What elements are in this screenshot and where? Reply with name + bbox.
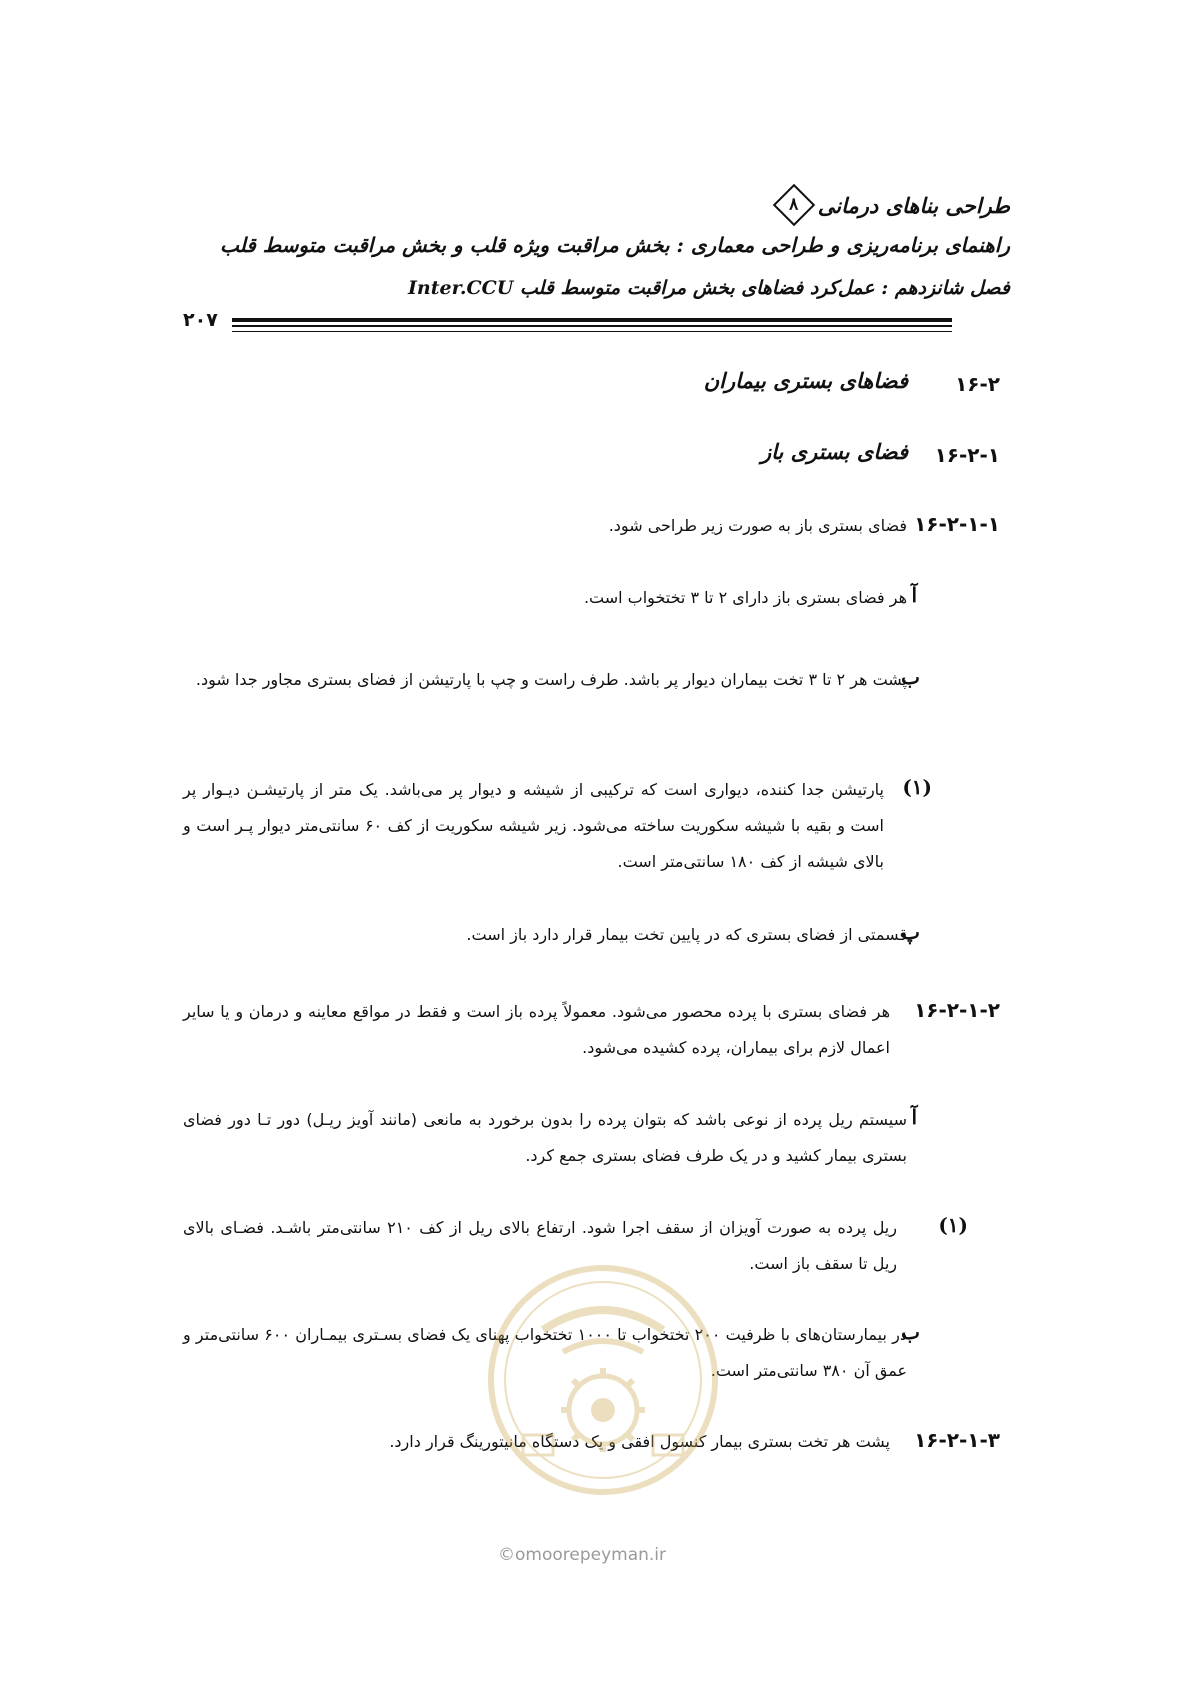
chapter-title: فصل شانزدهم : عمل‌کرد فضاهای بخش مراقبت متوسط قلب Inter.CCU	[408, 277, 1010, 299]
clause-number: ۱۶-۲-۱-۲	[914, 998, 1000, 1022]
clause-text: هر فضای بستری با پرده محصور می‌شود. معمولاً پرده باز است و فقط در مواقع معاینه و درمان و یا سایر اعمال لازم برای بیماران، پرده کشیده می‌شود.	[183, 1002, 890, 1057]
item-text: پشت هر ۲ تا ۳ تخت بیماران دیوار پر باشد. طرف راست و چپ با پارتیشن از فضای بستری مجاور جدا شود.	[195, 670, 907, 689]
header-rule-medium	[232, 325, 952, 327]
subitem-text: ریل پرده به صورت آویزان از سقف اجرا شود. ارتفاع بالای ریل از کف ۲۱۰ سانتی‌متر باشـد. فضـای بالای ریل تا سقف باز است.	[183, 1218, 897, 1273]
clause-text: پشت هر تخت بستری بیمار کنسول افقی و یک دستگاه مانیتورینگ قرار دارد.	[389, 1432, 890, 1451]
item-text: سیستم ریل پرده از نوعی باشد که بتوان پرده را بدون برخورد به مانعی (مانند آویز ریـل) دور تـا دور فضای بستری بیمار کشید و در یک طرف فضای بستری جمع کرد.	[183, 1110, 907, 1165]
item-marker: پ	[901, 920, 920, 944]
subitem-text: پارتیشن جدا کننده، دیواری است که ترکیبی از شیشه و دیوار پر می‌باشد. یک متر از پارتیشـن دیـوار پر است و بقیه با شیشه سکوریت ساخته می‌شود. زیر شیشه سکوریت از کف ۶۰ سانتی‌متر دیوار پـر است و بالای شیشه از کف ۱۸۰ سانتی‌متر است.	[183, 780, 884, 871]
volume-number: ۸	[789, 195, 799, 216]
section-title: فضاهای بستری بیماران	[703, 368, 908, 393]
clause-number: ۱۶-۲-۱-۳	[914, 1428, 1000, 1452]
watermark-site: ©omoorepeyman.ir	[498, 1545, 667, 1565]
section-number: ۱۶-۲	[955, 372, 1000, 396]
header-rule-thick	[232, 318, 952, 322]
item-marker: آ	[911, 583, 917, 607]
item-marker: آ	[911, 1105, 917, 1129]
subsection-title: فضای بستری باز	[760, 439, 908, 464]
subsection-number: ۱۶-۲-۱	[934, 443, 1000, 467]
copyright-icon: ©	[498, 1545, 515, 1565]
item-text: قسمتی از فضای بستری که در پایین تخت بیمار قرار دارد باز است.	[466, 925, 907, 944]
clause-number: ۱۶-۲-۱-۱	[914, 512, 1000, 536]
page-number: ۲۰۷	[183, 309, 218, 331]
volume-badge	[776, 187, 812, 223]
item-text: هر فضای بستری باز دارای ۲ تا ۳ تختخواب است.	[583, 588, 907, 607]
book-title	[776, 187, 1010, 223]
subitem-marker: (۱)	[902, 775, 932, 799]
item-marker: ب	[901, 1320, 920, 1344]
clause-text: فضای بستری باز به صورت زیر طراحی شود.	[608, 516, 907, 535]
item-text: در بیمارستان‌های با ظرفیت ۲۰۰ تختخواب تا ۱۰۰۰ تختخواب پهنای یک فضای بسـتری بیمـاران ۶۰۰ سانتی‌متر و عمق آن ۳۸۰ سانتی‌متر است.	[183, 1325, 908, 1380]
watermark-logo	[483, 1260, 723, 1500]
book-title-text: طراحی بناهای درمانی	[817, 192, 1010, 218]
item-marker: ب	[901, 665, 920, 689]
header-rule-thin	[232, 331, 952, 332]
guide-title: راهنمای برنامه‌ریزی و طراحی معماری : بخش مراقبت ویژه قلب و بخش مراقبت متوسط قلب	[220, 233, 1010, 257]
subitem-marker: (۱)	[938, 1213, 968, 1237]
